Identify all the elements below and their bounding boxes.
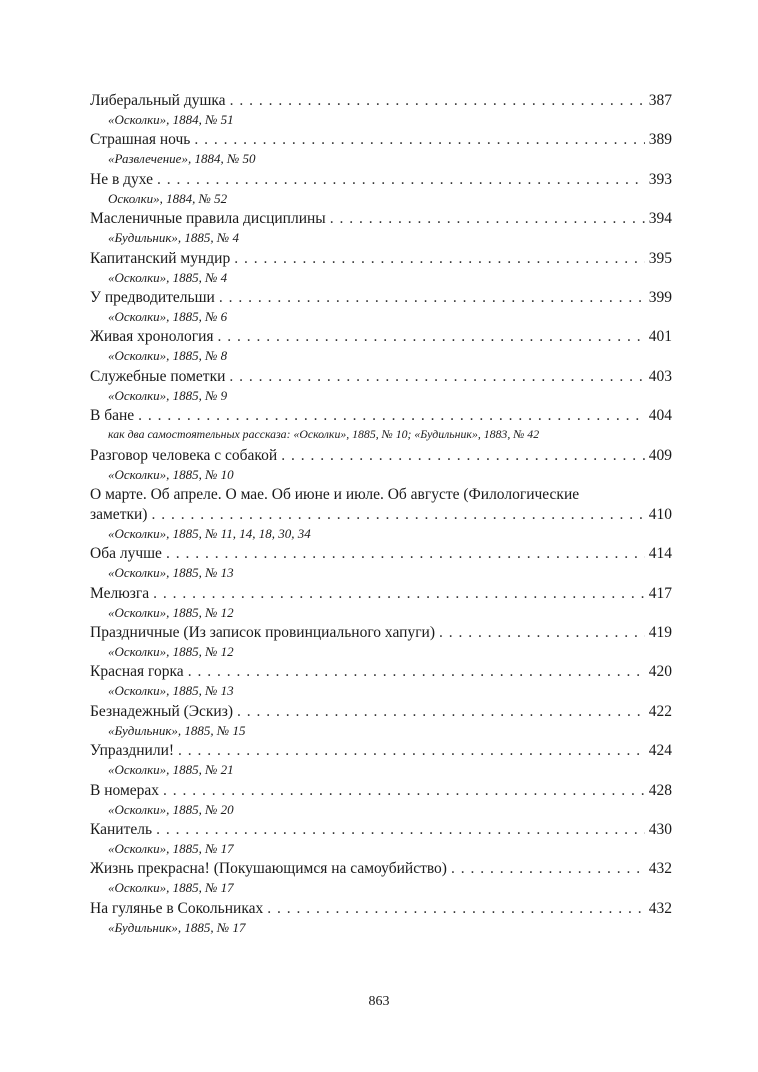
toc-entry: [90, 288, 672, 325]
toc-entry: [90, 130, 672, 167]
entry-page: 428: [648, 781, 672, 799]
entry-title: В номерах: [90, 781, 160, 799]
entry-source: «Осколки», 1885, № 13: [108, 683, 234, 699]
entry-page: 409: [648, 446, 672, 464]
entry-source: «Осколки», 1885, № 20: [108, 801, 234, 817]
toc-entry: [90, 781, 672, 818]
entry-page: 419: [648, 624, 672, 642]
dot-leader: [219, 288, 645, 308]
entry-source: «Осколки», 1885, № 17: [108, 841, 234, 857]
dot-leader: [267, 899, 645, 919]
toc-entry: [90, 820, 672, 857]
entry-title: заметки): [90, 505, 148, 523]
entry-title: Страшная ночь: [90, 131, 191, 149]
toc-entry: [90, 584, 672, 621]
toc-entry: [90, 899, 672, 936]
dot-leader: [163, 781, 645, 801]
table-of-contents: [90, 91, 672, 938]
page-number: 863: [368, 994, 390, 1009]
entry-page: 403: [648, 367, 672, 385]
toc-entry: [90, 485, 672, 542]
dot-leader: [194, 130, 644, 150]
entry-title: Оба лучше: [90, 545, 162, 563]
dot-leader: [178, 741, 645, 761]
dot-leader: [138, 406, 645, 426]
entry-page: 414: [648, 545, 672, 563]
entry-page: 394: [648, 210, 672, 228]
entry-source: Осколки», 1884, № 52: [108, 190, 228, 206]
entry-page: 399: [648, 288, 672, 306]
entry-title-first-line: О марте. Об апреле. О мае. Об июне и июле. Об августе (Филологические: [90, 485, 580, 503]
entry-source: «Осколки», 1885, № 11, 14, 18, 30, 34: [108, 525, 311, 541]
entry-page: 432: [648, 899, 672, 917]
entry-title: Безнадежный (Эскиз): [90, 702, 234, 720]
toc-entry: [90, 741, 672, 778]
dot-leader: [451, 859, 645, 879]
toc-entry: [90, 249, 672, 286]
toc-entry: [90, 623, 672, 660]
dot-leader: [234, 249, 645, 269]
entry-source: «Будильник», 1885, № 15: [108, 722, 246, 738]
entry-title: Канитель: [90, 821, 153, 839]
dot-leader: [153, 584, 645, 604]
entry-source: «Осколки», 1885, № 9: [108, 387, 228, 403]
toc-entry: [90, 544, 672, 581]
entry-page: 417: [648, 584, 672, 602]
dot-leader: [151, 505, 644, 525]
entry-source: «Осколки», 1885, № 8: [108, 348, 228, 364]
entry-source: «Осколки», 1884, № 51: [108, 112, 234, 127]
dot-leader: [156, 820, 645, 840]
entry-title: Масленичные правила дисциплины: [90, 210, 326, 228]
entry-source: «Осколки», 1885, № 4: [108, 269, 228, 285]
entry-page: 404: [648, 407, 672, 425]
toc-entry: [90, 209, 672, 246]
toc-entry: [90, 367, 672, 404]
entry-title: Разговор человека с собакой: [90, 446, 278, 464]
dot-leader: [237, 702, 645, 722]
entry-page: 430: [648, 821, 672, 839]
entry-title: Упразднили!: [90, 742, 175, 760]
dot-leader: [439, 623, 645, 643]
dot-leader: [166, 544, 645, 564]
entry-title: Капитанский мундир: [90, 249, 231, 267]
entry-source: «Будильник», 1885, № 17: [108, 919, 246, 935]
entry-title: Красная горка: [90, 663, 184, 681]
entry-page: 420: [648, 663, 672, 681]
dot-leader: [157, 170, 645, 190]
entry-source: «Осколки», 1885, № 10: [108, 466, 234, 482]
toc-entry: [90, 170, 672, 207]
dot-leader: [218, 327, 645, 347]
entry-source: «Осколки», 1885, № 21: [108, 762, 234, 778]
entry-source: «Осколки», 1885, № 12: [108, 604, 234, 620]
entry-title: Не в духе: [90, 170, 154, 188]
toc-entry: [90, 91, 672, 128]
toc-entry: [90, 327, 672, 364]
entry-title: Праздничные (Из записок провинциального хапуги): [90, 624, 436, 642]
toc-entry: [90, 446, 672, 483]
entry-source: «Осколки», 1885, № 6: [108, 308, 228, 324]
entry-page: 393: [648, 170, 672, 188]
toc-entry: [90, 859, 672, 896]
entry-source: «Будильник», 1885, № 4: [108, 230, 239, 246]
entry-title: В бане: [90, 407, 135, 425]
entry-title: Жизнь прекрасна! (Покушающимся на самоубийство): [90, 860, 447, 878]
dot-leader: [230, 91, 645, 111]
dot-leader: [330, 209, 645, 229]
entry-title: У предводительши: [90, 288, 215, 306]
entry-page: 389: [648, 131, 672, 149]
entry-source: «Осколки», 1885, № 13: [108, 565, 234, 581]
toc-entry: [90, 702, 672, 739]
entry-page: 424: [648, 742, 672, 760]
entry-title: На гулянье в Сокольниках: [90, 899, 264, 917]
entry-title: Живая хронология: [90, 328, 214, 346]
toc-entry: [90, 406, 672, 443]
entry-source: «Развлечение», 1884, № 50: [108, 151, 256, 167]
entry-title: Служебные пометки: [90, 367, 226, 385]
entry-page: 410: [648, 505, 672, 523]
toc-entry: [90, 662, 672, 699]
entry-source: «Осколки», 1885, № 17: [108, 880, 234, 896]
entry-page: 422: [648, 702, 672, 720]
dot-leader: [281, 446, 645, 466]
entry-title: Либеральный душка: [90, 92, 226, 109]
entry-title: Мелюзга: [90, 584, 150, 602]
entry-page: 395: [648, 249, 672, 267]
entry-page: 387: [648, 92, 672, 109]
entry-page: 432: [648, 860, 672, 878]
entry-source: как два самостоятельных рассказа: «Осколки», 1885, № 10; «Будильник», 1883, № 42: [108, 427, 540, 442]
dot-leader: [229, 367, 644, 387]
dot-leader: [188, 662, 645, 682]
entry-source: «Осколки», 1885, № 12: [108, 644, 234, 660]
entry-page: 401: [648, 328, 672, 346]
